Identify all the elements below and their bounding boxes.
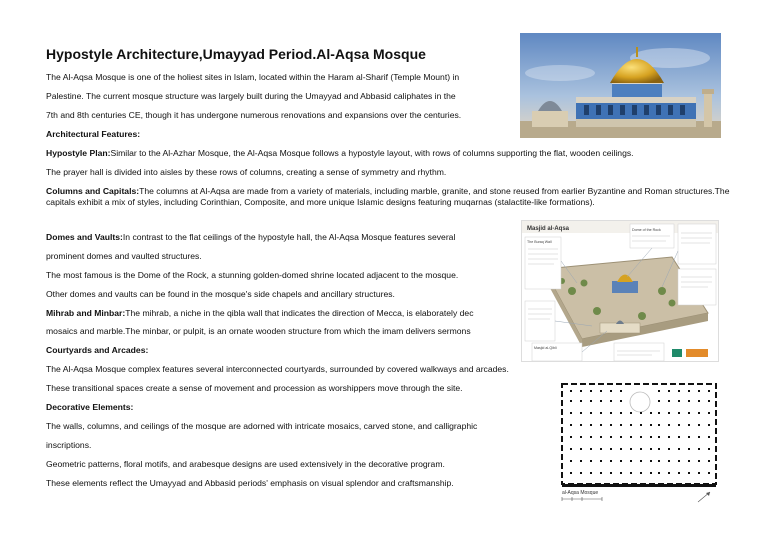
domes-text-1: In contrast to the flat ceilings of the hypostyle hall, the Al-Aqsa Mosque features several [122, 232, 456, 242]
courtyards-heading: Courtyards and Arcades: [46, 345, 149, 355]
hypostyle-paragraph-line-1 [46, 148, 736, 159]
domes-text-2: prominent domes and vaulted structures. [46, 251, 202, 261]
al-aqsa-compound-illustration [521, 220, 719, 362]
columns-label: Columns and Capitals: [46, 186, 140, 196]
mihrab-text-2: mosaics and marble.The minbar, or pulpit, is an ornate wooden structure from which the imam delivers sermons [46, 326, 471, 336]
courtyards-text-1: The Al-Aqsa Mosque complex features several interconnected courtyards, surrounded by covered walkways and arcades. [46, 364, 509, 374]
mihrab-label: Mihrab and Minbar: [46, 308, 126, 318]
mosque-floor-plan [558, 380, 720, 512]
map-label-qibli: Masjid al-Qibli [534, 346, 557, 350]
map-label-buraq: The Buraq Wall [527, 240, 552, 244]
decorative-heading: Decorative Elements: [46, 402, 134, 412]
domes-text-3: The most famous is the Dome of the Rock, a stunning golden-domed shrine located adjacent to the mosque. [46, 270, 459, 280]
mihrab-paragraph-line-1 [46, 308, 520, 319]
plan-caption: al-Aqsa Mosque [562, 490, 599, 496]
decorative-text-1: The walls, columns, and ceilings of the mosque are adorned with intricate mosaics, carved stone, and calligraphic [46, 421, 478, 431]
page-title: Hypostyle Architecture,Umayyad Period.Al-Aqsa Mosque [46, 46, 426, 62]
courtyards-text-2: These transitional spaces create a sense of movement and procession as worshippers move through the site. [46, 383, 463, 393]
domes-label: Domes and Vaults: [46, 232, 123, 242]
dome-of-the-rock-photo [520, 33, 721, 138]
map-title: Masjid al-Aqsa [527, 226, 570, 232]
columns-paragraph [46, 186, 736, 208]
decorative-text-4: These elements reflect the Umayyad and Abbasid periods' emphasis on visual splendor and craftsmanship. [46, 478, 454, 488]
hypostyle-text-1: Similar to the Al-Azhar Mosque, the Al-Aqsa Mosque follows a hypostyle layout, with rows of columns supporting the flat, wooden ceilings. [110, 148, 634, 158]
intro-line-3: 7th and 8th centuries CE, though it has undergone numerous renovations and expansions over the centuries. [46, 110, 462, 120]
intro-line-2: Palestine. The current mosque structure was largely built during the Umayyad and Abbasid caliphates in the [46, 91, 456, 101]
mihrab-text-1: The mihrab, a niche in the qibla wall that indicates the direction of Mecca, is elaborately dec [125, 308, 474, 318]
decorative-text-2: inscriptions. [46, 440, 92, 450]
intro-line-1: The Al-Aqsa Mosque is one of the holiest sites in Islam, located within the Haram al-Sharif (Temple Mount) in [46, 72, 460, 82]
columns-text: The columns at Al-Aqsa are made from a variety of materials, including marble, granite, and stone reused from earlier Byzantine and Roman structures.The capitals exhibit a mix of styles, including Corinthian, Composite, and more unique Islamic designs featuring muqarnas (stalactite-like formations). [46, 186, 730, 207]
hypostyle-text-2: The prayer hall is divided into aisles by these rows of columns, creating a sense of symmetry and rhythm. [46, 167, 447, 177]
map-label-dome: Dome of the Rock [632, 228, 661, 232]
hypostyle-label: Hypostyle Plan: [46, 148, 111, 158]
architectural-features-heading: Architectural Features: [46, 129, 141, 139]
domes-paragraph-line-1 [46, 232, 516, 243]
domes-text-4: Other domes and vaults can be found in the mosque's side chapels and ancillary structures. [46, 289, 395, 299]
decorative-text-3: Geometric patterns, floral motifs, and arabesque designs are used extensively in the decorative program. [46, 459, 445, 469]
